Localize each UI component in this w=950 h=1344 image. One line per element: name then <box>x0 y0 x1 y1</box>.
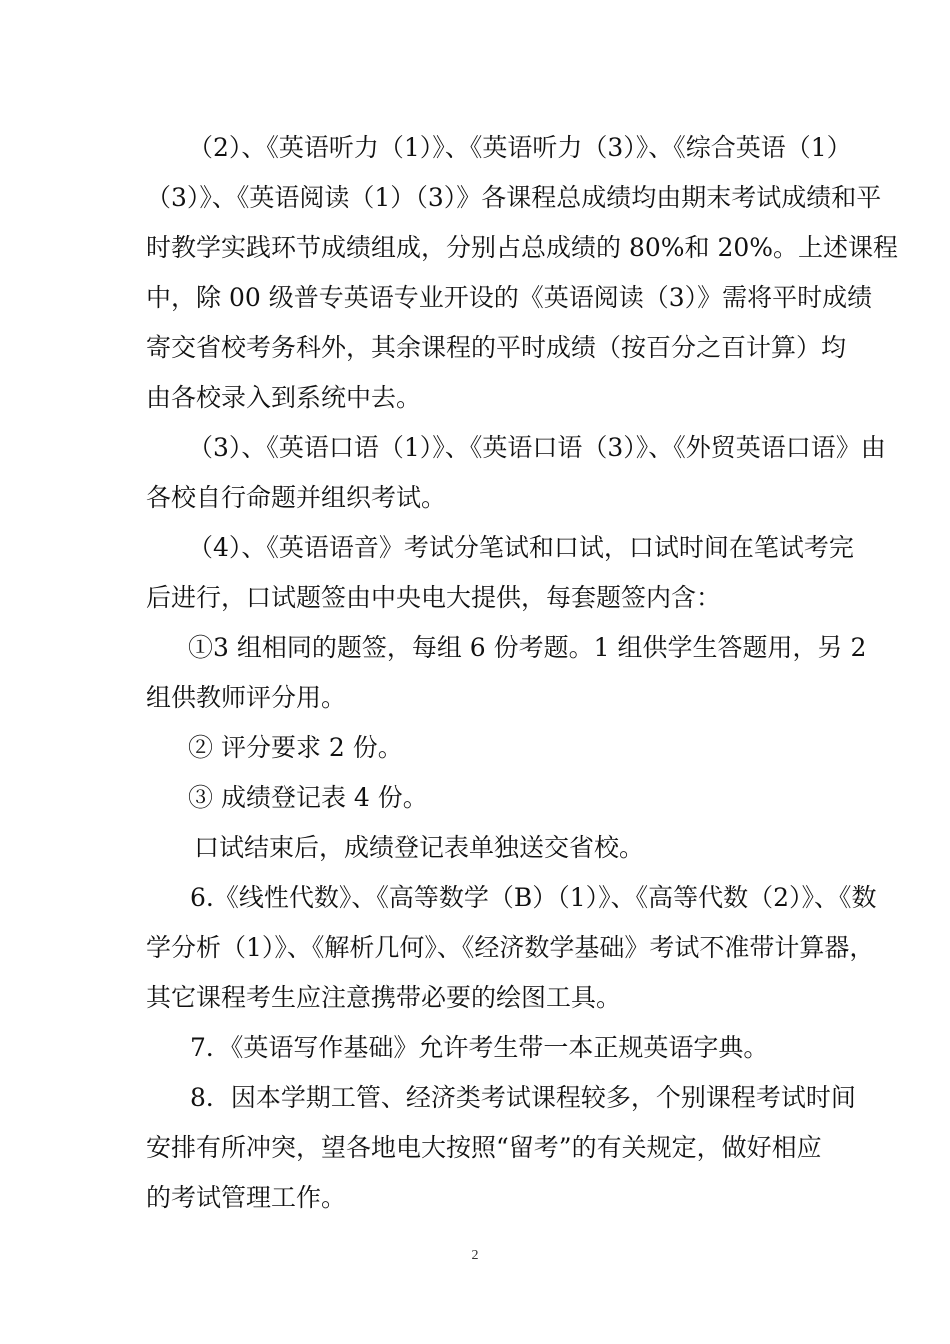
text-line-19: 7．《英语写作基础》允许考生带一本正规英语字典。 <box>190 1033 769 1062</box>
text-line-17: 学分析（1）》、《解析几何》、《经济数学基础》考试不准带计算器， <box>146 933 875 962</box>
text-line-1: （2）、《英语听力（1）》、《英语听力（3）》、《综合英语（1） <box>188 133 852 162</box>
text-line-15: 口试结束后，成绩登记表单独送交省校。 <box>194 833 645 862</box>
text-line-20: 8．因本学期工管、经济类考试课程较多，个别课程考试时间 <box>190 1083 856 1112</box>
text-line-7: （3）、《英语口语（1）》、《英语口语（3）》、《外贸英语口语》由 <box>188 433 886 462</box>
text-line-18: 其它课程考生应注意携带必要的绘图工具。 <box>146 983 622 1012</box>
text-line-22: 的考试管理工作。 <box>146 1183 347 1212</box>
text-line-10: 后进行，口试题签由中央电大提供，每套题签内含： <box>146 583 722 612</box>
text-line-2: （3）》、《英语阅读（1）（3）》各课程总成绩均由期末考试成绩和平 <box>146 183 882 212</box>
text-line-12: 组供教师评分用。 <box>146 683 347 712</box>
text-line-13: ② 评分要求 2 份。 <box>188 733 403 762</box>
text-line-3: 时教学实践环节成绩组成，分别占总成绩的 80%和 20%。上述课程 <box>146 233 899 262</box>
text-line-11: ①3 组相同的题签，每组 6 份考题。1 组供学生答题用，另 2 <box>188 633 867 662</box>
text-line-21: 安排有所冲突，望各地电大按照“留考”的有关规定，做好相应 <box>146 1133 822 1162</box>
text-line-4: 中，除 00 级普专英语专业开设的《英语阅读（3）》需将平时成绩 <box>146 283 873 312</box>
text-line-9: （4）、《英语语音》考试分笔试和口试，口试时间在笔试考完 <box>188 533 854 562</box>
text-line-16: 6.《线性代数》、《高等数学（B）（1）》、《高等代数（2）》、《数 <box>190 883 877 912</box>
text-line-14: ③ 成绩登记表 4 份。 <box>188 783 428 812</box>
text-line-8: 各校自行命题并组织考试。 <box>146 483 447 512</box>
text-line-6: 由各校录入到系统中去。 <box>146 383 422 412</box>
text-line-5: 寄交省校考务科外，其余课程的平时成绩（按百分之百计算）均 <box>146 333 847 362</box>
page-number: 2 <box>471 1248 479 1263</box>
